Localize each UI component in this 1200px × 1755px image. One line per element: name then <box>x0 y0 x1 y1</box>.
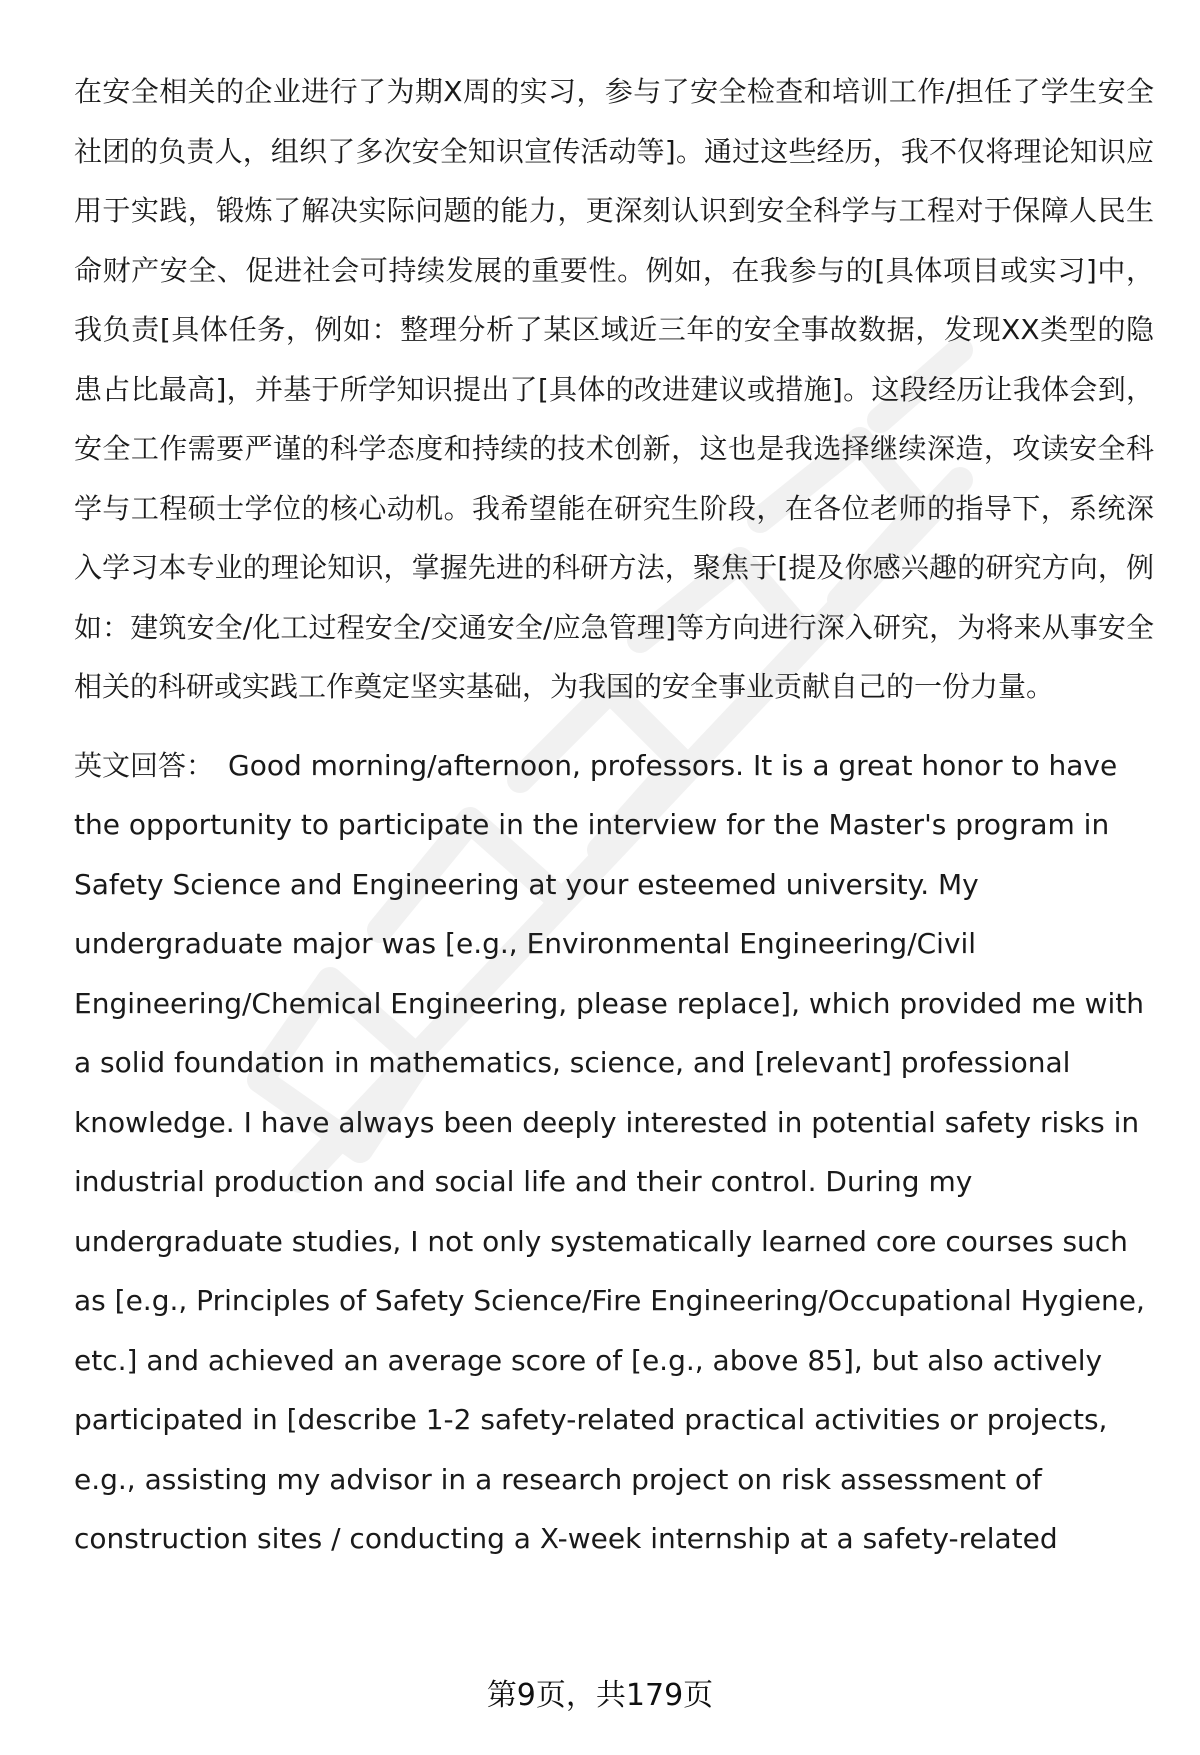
english-answer-text: Good morning/afternoon, professors. It is a great honor to have the opportunity to participate in the interview for the Master's program in Safety Science and Engineering at your esteemed university. My undergraduate major was [e.g., Environmental Engineering/Civil Engineering/Chemical Engineering, please replace], which provided me with a solid foundation in mathematics, science, and [relevant] professional knowledge. I have always been deeply interested in potential safety risks in industrial production and social life and their control. During my undergraduate studies, I not only systematically learned core courses such as [e.g., Principles of Safety Science/Fire Engineering/Occupational Hygiene, etc.] and achieved an average score of [e.g., above 85], but also actively participated in [describe 1-2 safety-related practical activities or projects, e.g., assisting my advisor in a research project on risk assessment of construction sites / conducting a X-week internship at a safety-related <box>74 748 1145 1555</box>
document-body <box>74 62 1154 1569</box>
english-answer-label: 英文回答： <box>74 748 215 782</box>
chinese-answer-paragraph: 在安全相关的企业进行了为期X周的实习，参与了安全检查和培训工作/担任了学生安全社团的负责人，组织了多次安全知识宣传活动等]。通过这些经历，我不仅将理论知识应用于实践，锻炼了解决实际问题的能力，更深刻认识到安全科学与工程对于保障人民生命财产安全、促进社会可持续发展的重要性。例如，在我参与的[具体项目或实习]中，我负责[具体任务，例如：整理分析了某区域近三年的安全事故数据，发现XX类型的隐患占比最高]，并基于所学知识提出了[具体的改进建议或措施]。这段经历让我体会到，安全工作需要严谨的科学态度和持续的技术创新，这也是我选择继续深造，攻读安全科学与工程硕士学位的核心动机。我希望能在研究生阶段，在各位老师的指导下，系统深入学习本专业的理论知识，掌握先进的科研方法，聚焦于[提及你感兴趣的研究方向，例如：建筑安全/化工过程安全/交通安全/应急管理]等方向进行深入研究，为将来从事安全相关的科研或实践工作奠定坚实基础，为我国的安全事业贡献自己的一份力量。 <box>74 75 1154 703</box>
english-answer-paragraph <box>74 736 1154 1569</box>
page-number: 第9页，共179页 <box>486 1678 714 1713</box>
